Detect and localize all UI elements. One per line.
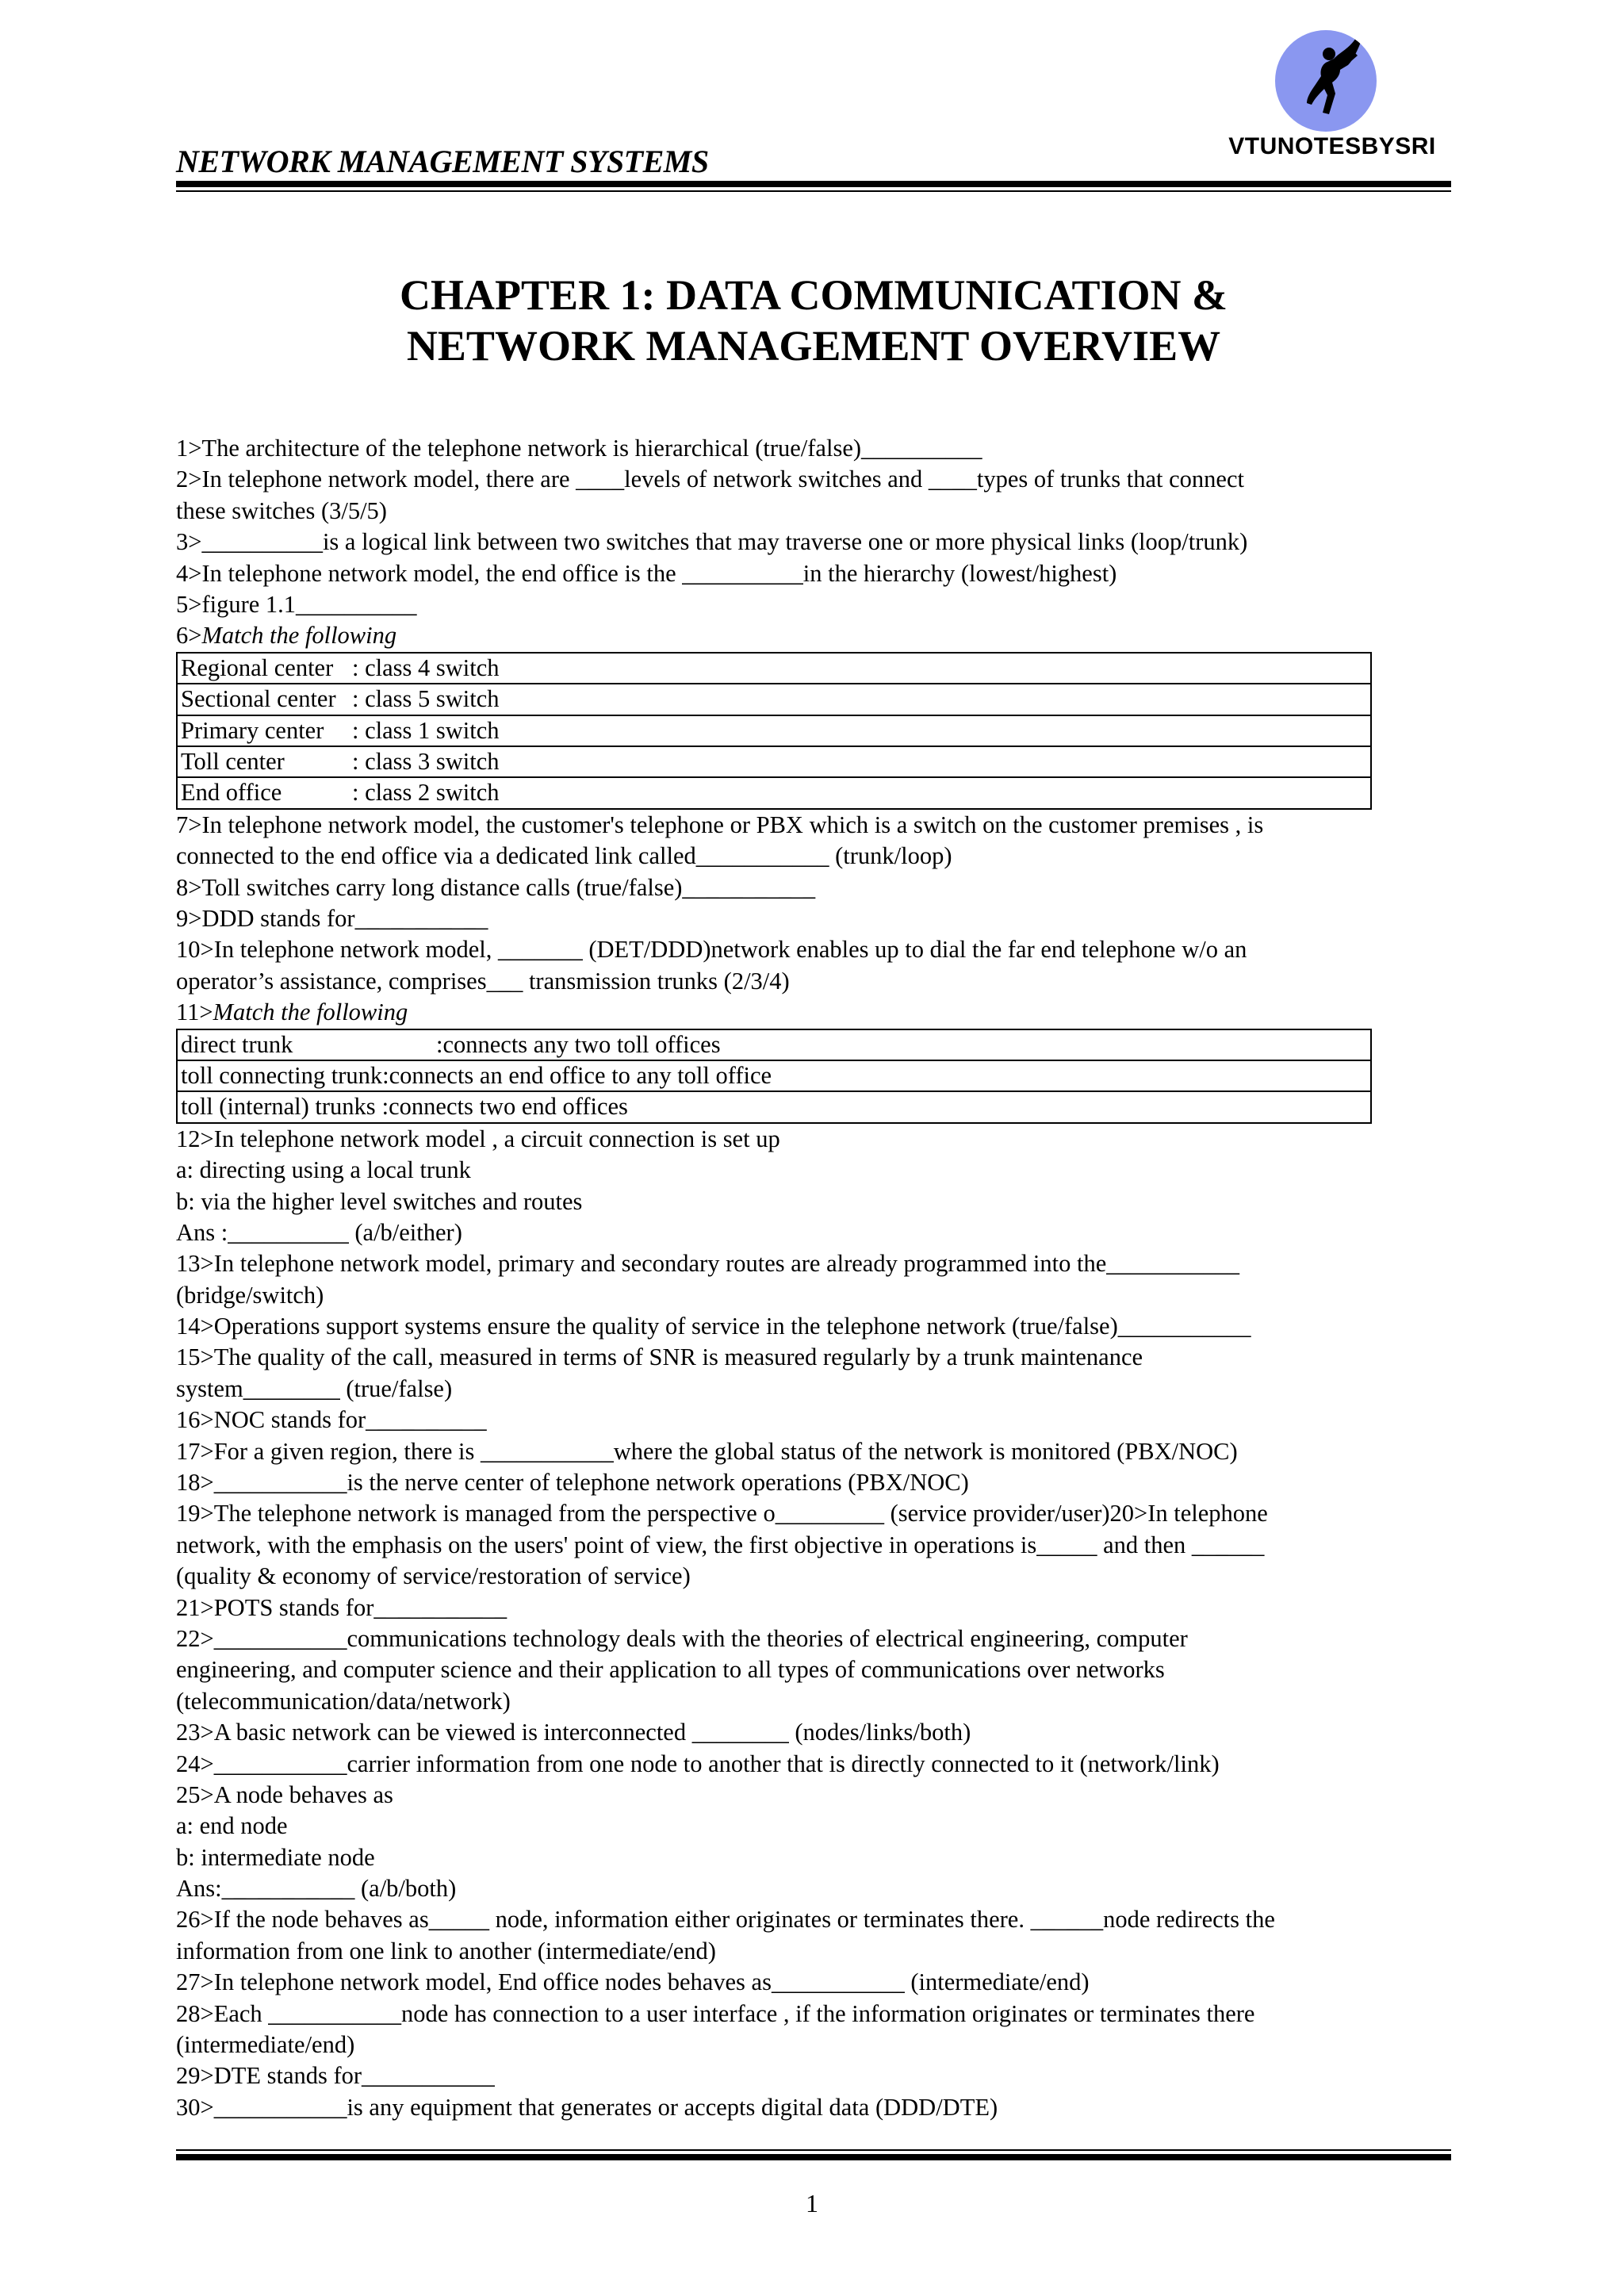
question-line: (intermediate/end) [176,2031,355,2059]
match-left: End office [181,779,282,807]
question-line: 25>A node behaves as [176,1780,393,1808]
question-line: b: via the higher level switches and routes [176,1187,583,1215]
page-number: 1 [806,2189,818,2217]
question-line: 5>figure 1.1__________ [176,590,417,618]
question-line: 1>The architecture of the telephone network is hierarchical (true/false)__________ [176,435,982,462]
table-cell [177,715,1371,746]
match-left: Regional center [181,654,334,681]
question-line: 10>In telephone network model, _______ (DET/DDD)network enables up to dial the far end telephone w/o an [176,936,1247,964]
question-line: 22>___________communications technology deals with the theories of electrical engineering, computer [176,1624,1188,1652]
question-line: 19>The telephone network is managed from the perspective o_________ (service provider/user)20>In telephone [176,1500,1268,1527]
logo-text: VTUNOTESBYSRI [1228,133,1436,159]
match-right: : class 5 switch [352,685,500,713]
table-cell [177,653,1371,684]
question-line: information from one link to another (intermediate/end) [176,1937,716,1964]
table-row [177,1060,1371,1091]
question-line: 28>Each ___________node has connection to a user interface , if the information originates or terminates there [176,1999,1255,2027]
match-left: direct trunk [181,1030,293,1058]
table-row [177,715,1371,746]
logo [1213,30,1451,165]
match-heading [176,997,1451,1028]
table-cell [177,777,1371,808]
table-row [177,1091,1371,1122]
question-line: connected to the end office via a dedicated link called___________ (trunk/loop) [176,842,952,870]
match-right: :connects two end offices [381,1093,628,1121]
table-row [177,653,1371,684]
question-list [176,433,1451,2123]
match-left: Toll center [181,747,285,775]
question-line: 16>NOC stands for__________ [176,1406,487,1434]
match-heading-text: Match the following [201,622,397,650]
question-line: 15>The quality of the call, measured in terms of SNR is measured regularly by a trunk maintenance [176,1343,1143,1371]
question-line: b: intermediate node [176,1843,375,1871]
match-left: Sectional center [181,685,336,713]
match-table-switch-classes [176,652,1372,810]
question-line: 24>___________carrier information from one node to another that is directly connected to it (network/link) [176,1750,1220,1777]
question-line: Ans:___________ (a/b/both) [176,1875,457,1903]
question-line: 2>In telephone network model, there are ____levels of network switches and ____types of trunks that connect [176,466,1244,493]
question-line: network, with the emphasis on the users' point of view, the first objective in operations is_____ and then ______ [176,1531,1265,1558]
question-line: system________ (true/false) [176,1374,453,1402]
table-cell [177,684,1371,715]
table-cell [177,1029,1371,1060]
question-line: 13>In telephone network model, primary and secondary routes are already programmed into the___________ [176,1250,1240,1278]
match-heading [176,620,1451,651]
table-row [177,684,1371,715]
match-right: : class 2 switch [352,779,500,807]
match-left: Primary center [181,716,324,744]
table-cell [177,1060,1371,1091]
question-line: 9>DDD stands for___________ [176,904,488,932]
match-heading-number: 11> [176,999,213,1026]
chapter-title-line-2: NETWORK MANAGEMENT OVERVIEW [406,322,1221,370]
match-right: : class 1 switch [352,716,500,744]
question-line: 8>Toll switches carry long distance calls (true/false)___________ [176,873,816,901]
table-cell [177,746,1371,777]
header-rule-thick [176,181,1451,187]
question-line: 29>DTE stands for___________ [176,2062,495,2090]
question-line: a: end node [176,1812,288,1840]
document-header-title: NETWORK MANAGEMENT SYSTEMS [176,144,709,179]
match-right: :connects an end office to any toll office [382,1061,772,1089]
question-line: Ans :__________ (a/b/either) [176,1218,462,1246]
footer-rule-thick [176,2154,1451,2160]
question-line: 14>Operations support systems ensure the quality of service in the telephone network (true/false)___________ [176,1313,1251,1340]
question-line: 23>A basic network can be viewed is interconnected ________ (nodes/links/both) [176,1719,971,1746]
table-row [177,746,1371,777]
question-line: 30>___________is any equipment that generates or accepts digital data (DDD/DTE) [176,2093,998,2121]
question-line: operator’s assistance, comprises___ transmission trunks (2/3/4) [176,967,790,995]
question-line: (telecommunication/data/network) [176,1687,511,1715]
question-line: engineering, and computer science and their application to all types of communications over networks [176,1656,1165,1684]
question-line: 12>In telephone network model , a circuit connection is set up [176,1125,780,1152]
footer-rule-thin [176,2149,1451,2151]
match-right: : class 3 switch [352,747,500,775]
question-line: 27>In telephone network model, End office nodes behaves as___________ (intermediate/end) [176,1968,1090,1996]
question-line: these switches (3/5/5) [176,496,387,524]
match-left: toll connecting trunk [181,1061,383,1089]
question-line: 18>___________is the nerve center of telephone network operations (PBX/NOC) [176,1469,969,1497]
match-left: toll (internal) trunks [181,1093,376,1121]
question-line: a: directing using a local trunk [176,1156,471,1184]
match-heading-text: Match the following [213,999,408,1026]
question-line: 3>__________is a logical link between two switches that may traverse one or more physical links (loop/trunk) [176,528,1248,556]
header-rule-thin [176,190,1451,192]
climber-logo-icon [1275,30,1377,132]
chapter-title-line-1: CHAPTER 1: DATA COMMUNICATION & [400,271,1228,319]
question-line: 17>For a given region, there is ___________where the global status of the network is monitored (PBX/NOC) [176,1437,1238,1465]
table-row [177,1029,1371,1060]
question-line: 7>In telephone network model, the customer's telephone or PBX which is a switch on the customer premises , is [176,811,1264,838]
match-heading-number: 6> [176,622,202,650]
match-table-trunk-types [176,1029,1372,1124]
question-line: (bridge/switch) [176,1281,324,1309]
match-right: :connects any two toll offices [436,1030,721,1058]
question-line: (quality & economy of service/restoration of service) [176,1562,691,1590]
table-row [177,777,1371,808]
chapter-title [176,270,1451,371]
match-right: : class 4 switch [352,654,500,681]
question-line: 4>In telephone network model, the end office is the __________in the hierarchy (lowest/highest) [176,559,1117,587]
question-line: 26>If the node behaves as_____ node, information either originates or terminates there. ______node redirects the [176,1906,1275,1934]
question-line: 21>POTS stands for___________ [176,1593,508,1621]
table-cell [177,1091,1371,1122]
